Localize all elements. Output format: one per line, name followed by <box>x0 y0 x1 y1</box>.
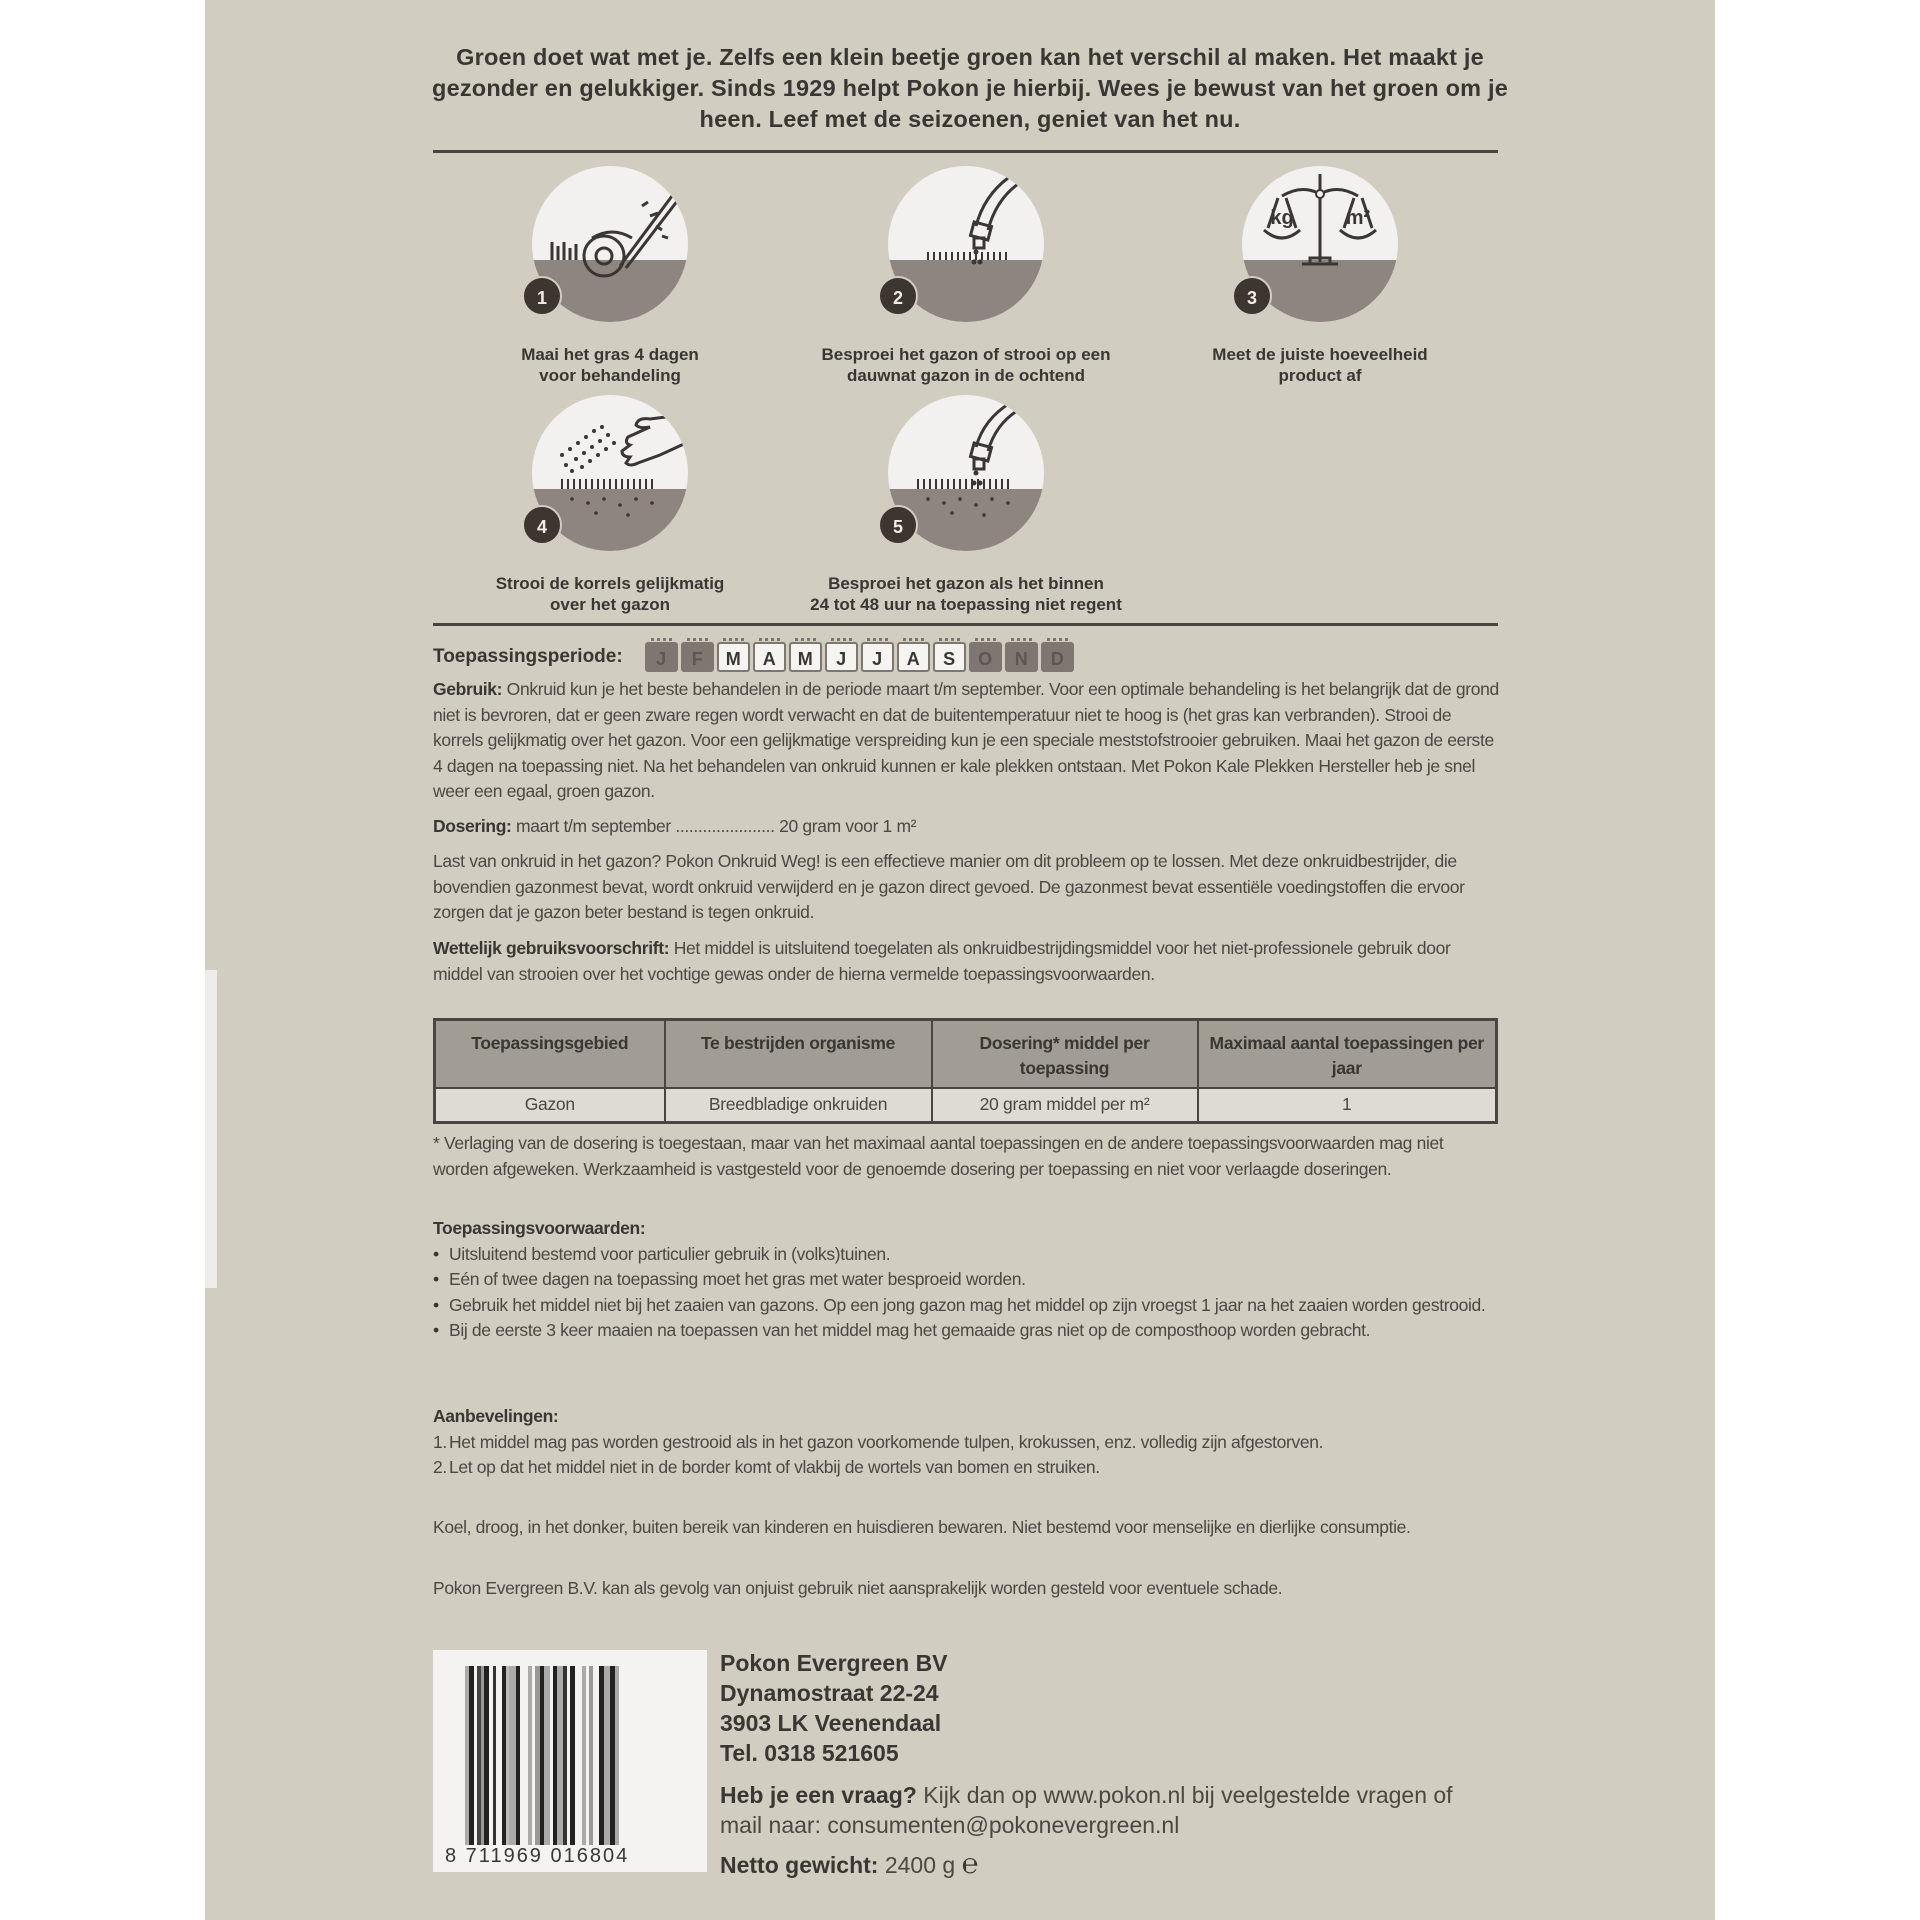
step-1 <box>430 166 790 386</box>
period-label: Toepassingsperiode: <box>433 646 623 667</box>
divider-middle <box>433 623 1498 626</box>
usage-paragraph: Gebruik: Onkruid kun je het beste behandelen in de periode maart t/m september. Voor een optimale behandeling is het belangrijk dat de grond niet is bevroren, dat er geen zware regen wordt verwacht en dat de buitentemperatuur niet te hoog is (het gras kan verbranden). Strooi de korrels gelijkmatig over het gazon. Voor een gelijkmatige verspreiding kun je een speciale meststofstrooier gebruiken. Maai het gazon de eerste 4 dagen na toepassing niet. Na het behandelen van onkruid kunnen er kale plekken ontstaan. Met Pokon Kale Plekken Hersteller heb je snel weer een egaal, groen gazon. <box>433 679 1499 801</box>
step-3 <box>1140 166 1500 386</box>
table-cell: 1 <box>1198 1088 1497 1122</box>
step-2 <box>786 166 1146 386</box>
table-header: Te bestrijden organisme <box>665 1020 932 1089</box>
dosage-footnote: * Verlaging van de dosering is toegestaan, maar van het maximaal aantal toepassingen en de andere toepassingsvoorwaarden mag niet worden afgeweken. Werkzaamheid is vastgesteld voor de genoemde dosering per toepassing en niet voor verlaagde doseringen. <box>433 1133 1444 1179</box>
month-mar: M <box>717 642 750 672</box>
svg-text:kg: kg <box>1270 207 1294 229</box>
application-table <box>433 1018 1498 1124</box>
step-number-badge: 5 <box>878 505 918 545</box>
divider-top <box>433 150 1498 153</box>
estimated-sign-icon: ℮ <box>961 1849 979 1880</box>
step-caption: Meet de juiste hoeveelheid product af <box>1212 345 1428 385</box>
month-sep: S <box>933 642 966 672</box>
month-nov: N <box>1005 642 1038 672</box>
table-header: Toepassingsgebied <box>435 1020 665 1089</box>
company-phone: Tel. 0318 521605 <box>720 1740 899 1766</box>
month-jan: J <box>645 642 678 672</box>
month-calendar <box>645 642 1074 672</box>
barcode-number: 8 711969 016804 <box>445 1845 633 1868</box>
faq-line: Heb je een vraag? Kijk dan op www.pokon.nl bij veelgestelde vragen of mail naar: consumenten@pokonevergreen.nl <box>720 1782 1453 1838</box>
month-aug: A <box>897 642 930 672</box>
contact-block <box>720 1648 1500 1880</box>
company-name: Pokon Evergreen BV <box>720 1650 948 1676</box>
month-dec: D <box>1041 642 1074 672</box>
panel-edge-highlight <box>205 970 217 1288</box>
step-number-badge: 3 <box>1232 276 1272 316</box>
company-street: Dynamostraat 22-24 <box>720 1680 939 1706</box>
table-header: Maximaal aantal toepassingen per jaar <box>1198 1020 1497 1089</box>
step-caption: Strooi de korrels gelijkmatig over het gazon <box>495 574 725 614</box>
barcode <box>433 1650 707 1872</box>
recommendations-title: Aanbevelingen: <box>433 1406 559 1426</box>
month-jul: J <box>861 642 894 672</box>
step-caption: Maai het gras 4 dagen voor behandeling <box>521 345 699 385</box>
step-number-badge: 2 <box>878 276 918 316</box>
storage-instructions: Koel, droog, in het donker, buiten bereik van kinderen en huisdieren bewaren. Niet bestemd voor menselijke en dierlijke consumptie. <box>433 1517 1411 1537</box>
legal-instructions: Wettelijk gebruiksvoorschrift: Het middel is uitsluitend toegelaten als onkruidbestrijdingsmiddel voor het niet-professionele gebruik door middel van strooien over het vochtige gewas onder de hierna vermelde toepassingsvoorwaarden. <box>433 938 1451 984</box>
month-feb: F <box>681 642 714 672</box>
month-oct: O <box>969 642 1002 672</box>
table-header: Dosering* middel per toepassing <box>932 1020 1198 1089</box>
list-item: • Bij de eerste 3 keer maaien na toepassen van het middel mag het gemaaide gras niet op de composthoop worden gebracht. <box>433 1318 1503 1344</box>
company-city: 3903 LK Veenendaal <box>720 1710 942 1736</box>
table-row <box>435 1088 1497 1122</box>
liability-notice: Pokon Evergreen B.V. kan als gevolg van onjuist gebruik niet aansprakelijk worden gesteld voor eventuele schade. <box>433 1578 1283 1598</box>
recommendations <box>433 1404 1503 1481</box>
month-may: M <box>789 642 822 672</box>
list-item: • Uitsluitend bestemd voor particulier gebruik in (volks)tuinen. <box>433 1242 1503 1268</box>
usage-label: Gebruik: <box>433 679 503 699</box>
step-number-badge: 4 <box>522 505 562 545</box>
step-4 <box>430 395 790 615</box>
step-caption: Besproei het gazon of strooi op een dauwnat gazon in de ochtend <box>821 345 1111 385</box>
product-description: Last van onkruid in het gazon? Pokon Onkruid Weg! is een effectieve manier om dit probleem op te lossen. Met deze onkruidbestrijder, die bovendien gazonmest bevat, wordt onkruid verwijderd en je gazon direct gevoed. De gazonmest bevat essentiële voedingstoffen die ervoor zorgen dat je gazon beter bestand is tegen onkruid. <box>433 851 1465 922</box>
barcode-bars <box>465 1666 675 1846</box>
step-caption: Besproei het gazon als het binnen 24 tot 48 uur na toepassing niet regent <box>810 574 1122 614</box>
intro-text: Groen doet wat met je. Zelfs een klein beetje groen kan het verschil al maken. Het maakt je gezonder en gelukkiger. Sinds 1929 helpt Pokon je hierbij. Wees je bewust van het groen om je heen. Leef met de seizoenen, geniet van het nu. <box>432 44 1508 132</box>
application-conditions <box>433 1216 1503 1344</box>
list-item: • Gebruik het middel niet bij het zaaien van gazons. Op een jong gazon mag het middel op zijn vroegst 1 jaar na het zaaien worden gestrooid. <box>433 1293 1503 1319</box>
list-item: 1. Het middel mag pas worden gestrooid als in het gazon voorkomende tulpen, krokussen, enz. volledig zijn afgestorven. <box>433 1431 1324 1452</box>
list-item: 2. Let op dat het middel niet in de border komt of vlakbij de wortels van bomen en struiken. <box>433 1457 1100 1477</box>
table-cell: Breedbladige onkruiden <box>665 1088 932 1122</box>
net-weight: Netto gewicht: 2400 g ℮ <box>720 1849 979 1880</box>
dosage-line: Dosering: maart t/m september ...................... 20 gram voor 1 m² <box>433 816 917 836</box>
application-period <box>433 640 1074 674</box>
list-item: • Eén of twee dagen na toepassing moet het gras met water besproeid worden. <box>433 1267 1503 1293</box>
svg-text:m²: m² <box>1345 207 1371 229</box>
month-jun: J <box>825 642 858 672</box>
step-number-badge: 1 <box>522 276 562 316</box>
table-cell: Gazon <box>435 1088 665 1122</box>
step-5 <box>786 395 1146 615</box>
table-cell: 20 gram middel per m² <box>932 1088 1198 1122</box>
conditions-title: Toepassingsvoorwaarden: <box>433 1218 646 1238</box>
month-apr: A <box>753 642 786 672</box>
